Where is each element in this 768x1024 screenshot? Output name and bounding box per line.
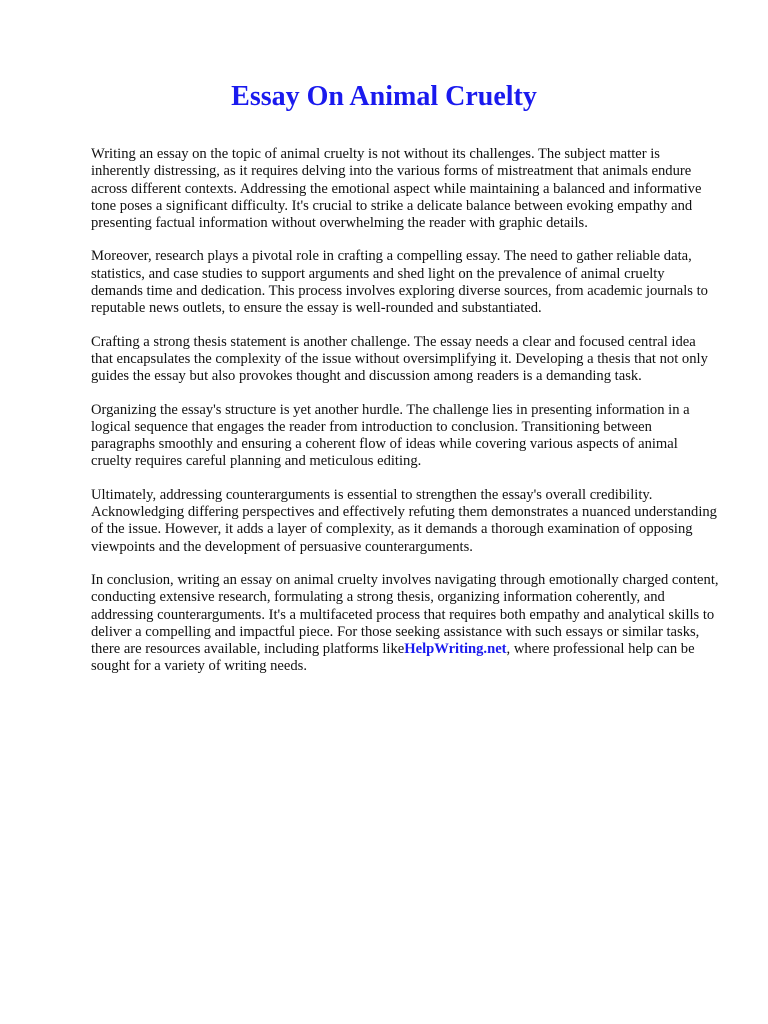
paragraph-4: Organizing the essay's structure is yet another hurdle. The challenge lies in presenting information in a logical sequence that engages the reader from introduction to conclusion. Transitioning between paragraphs smoothly and ensuring a coherent flow of ideas while covering various aspects of animal cruelty requires careful planning and meticulous editing. xyxy=(91,401,690,470)
conclusion-text-end: , where professional help can be sought for a variety of writing needs. xyxy=(91,641,695,675)
essay-body xyxy=(91,146,719,676)
paragraph-1: Writing an essay on the topic of animal cruelty is not without its challenges. The subject matter is inherently distressing, as it requires delving into the various forms of mistreatment that animals endure across different contexts. Addressing the emotional aspect while maintaining a balanced and informative tone poses a significant difficulty. It's crucial to strike a delicate balance between evoking empathy and presenting factual information without overwhelming the reader with graphic details. xyxy=(91,146,702,232)
paragraph-2: Moreover, research plays a pivotal role in crafting a compelling essay. The need to gather reliable data, statistics, and case studies to support arguments and shed light on the prevalence of animal cruelty demands time and dedication. This process involves exploring diverse sources, from academic journals to reputable news outlets, to ensure the essay is well-rounded and substantiated. xyxy=(91,248,708,317)
conclusion-text: In conclusion, writing an essay on animal cruelty involves navigating through emotionally charged content, conducting extensive research, formulating a strong thesis, organizing information coherently, and addressing counterarguments. It's a multifaceted process that requires both empathy and analytical skills to deliver a compelling and impactful piece. For those seeking assistance with such essays or similar tasks, there are resources available, including platforms like xyxy=(91,571,719,658)
document-title: Essay On Animal Cruelty xyxy=(231,81,537,112)
helpwriting-link[interactable]: HelpWriting.net xyxy=(404,641,507,658)
paragraph-5: Ultimately, addressing counterarguments is essential to strengthen the essay's overall credibility. Acknowledging differing perspectives and effectively refuting them demonstrates a nuanced understanding of the issue. However, it adds a layer of complexity, as it demands a thorough examination of opposing viewpoints and the development of persuasive counterarguments. xyxy=(91,486,717,555)
paragraph-conclusion xyxy=(91,572,719,676)
paragraph-3: Crafting a strong thesis statement is another challenge. The essay needs a clear and focused central idea that encapsulates the complexity of the issue without oversimplifying it. Developing a thesis that not only guides the essay but also provokes thought and discussion among readers is a demanding task. xyxy=(91,333,708,385)
